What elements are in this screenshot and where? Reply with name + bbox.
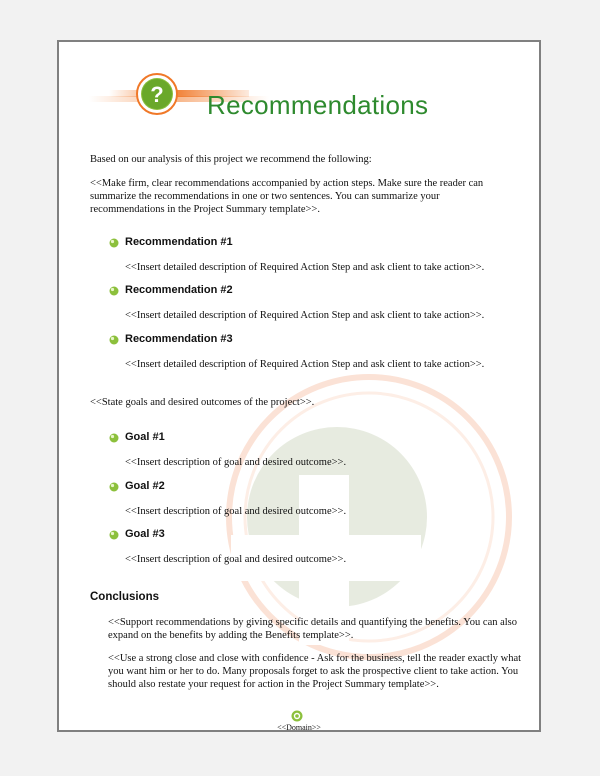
recommendation-label: Recommendation #1	[125, 236, 233, 248]
green-sphere-bullet-icon	[108, 237, 120, 249]
goal-label: Goal #1	[125, 431, 165, 443]
green-sphere-bullet-icon	[108, 481, 120, 493]
recommendation-description: <<Insert detailed description of Required Action Step and ask client to take action>>.	[125, 262, 485, 273]
goal-description: <<Insert description of goal and desired outcome>>.	[125, 457, 347, 468]
green-sphere-bullet-icon	[108, 529, 120, 541]
goal-description: <<Insert description of goal and desired outcome>>.	[125, 554, 347, 565]
goal-description: <<Insert description of goal and desired outcome>>.	[125, 506, 347, 517]
intro-text: Based on our analysis of this project we recommend the following:	[90, 154, 372, 165]
conclusions-heading: Conclusions	[90, 591, 160, 603]
document-page	[57, 40, 541, 732]
conclusion-paragraph: <<Support recommendations by giving specific details and quantifying the benefits. You can also expand on the benefits by adding the Benefits template>>.	[108, 617, 518, 641]
page-title: Recommendations	[207, 90, 429, 120]
recommendation-description: <<Insert detailed description of Required Action Step and ask client to take action>>.	[125, 359, 485, 370]
recommendation-label: Recommendation #3	[125, 333, 233, 345]
svg-text:?: ?	[150, 82, 164, 107]
green-sphere-bullet-icon	[108, 334, 120, 346]
green-sphere-bullet-icon	[108, 432, 120, 444]
footer-text: <<Domain>>	[277, 723, 321, 732]
conclusion-paragraph: <<Use a strong close and close with confidence - Ask for the business, tell the reader exactly what you want him or her to do. Many proposals forget to ask the prospective client to take action. You should also restate your request for action in the Project Summary template>>.	[108, 653, 522, 690]
smiley-logo-icon	[291, 710, 303, 722]
instructions-text: <<Make firm, clear recommendations accompanied by action steps. Make sure the reader can summarize the recommendations in one or two sentences. You can summarize your recommendations in the Project Summary template>>.	[90, 178, 484, 215]
goals-statement: <<State goals and desired outcomes of the project>>.	[90, 397, 315, 408]
recommendation-description: <<Insert detailed description of Required Action Step and ask client to take action>>.	[125, 310, 485, 321]
goal-label: Goal #2	[125, 480, 165, 492]
green-sphere-bullet-icon	[108, 285, 120, 297]
goal-label: Goal #3	[125, 528, 165, 540]
question-mark-icon	[135, 72, 179, 116]
recommendation-label: Recommendation #2	[125, 284, 233, 296]
